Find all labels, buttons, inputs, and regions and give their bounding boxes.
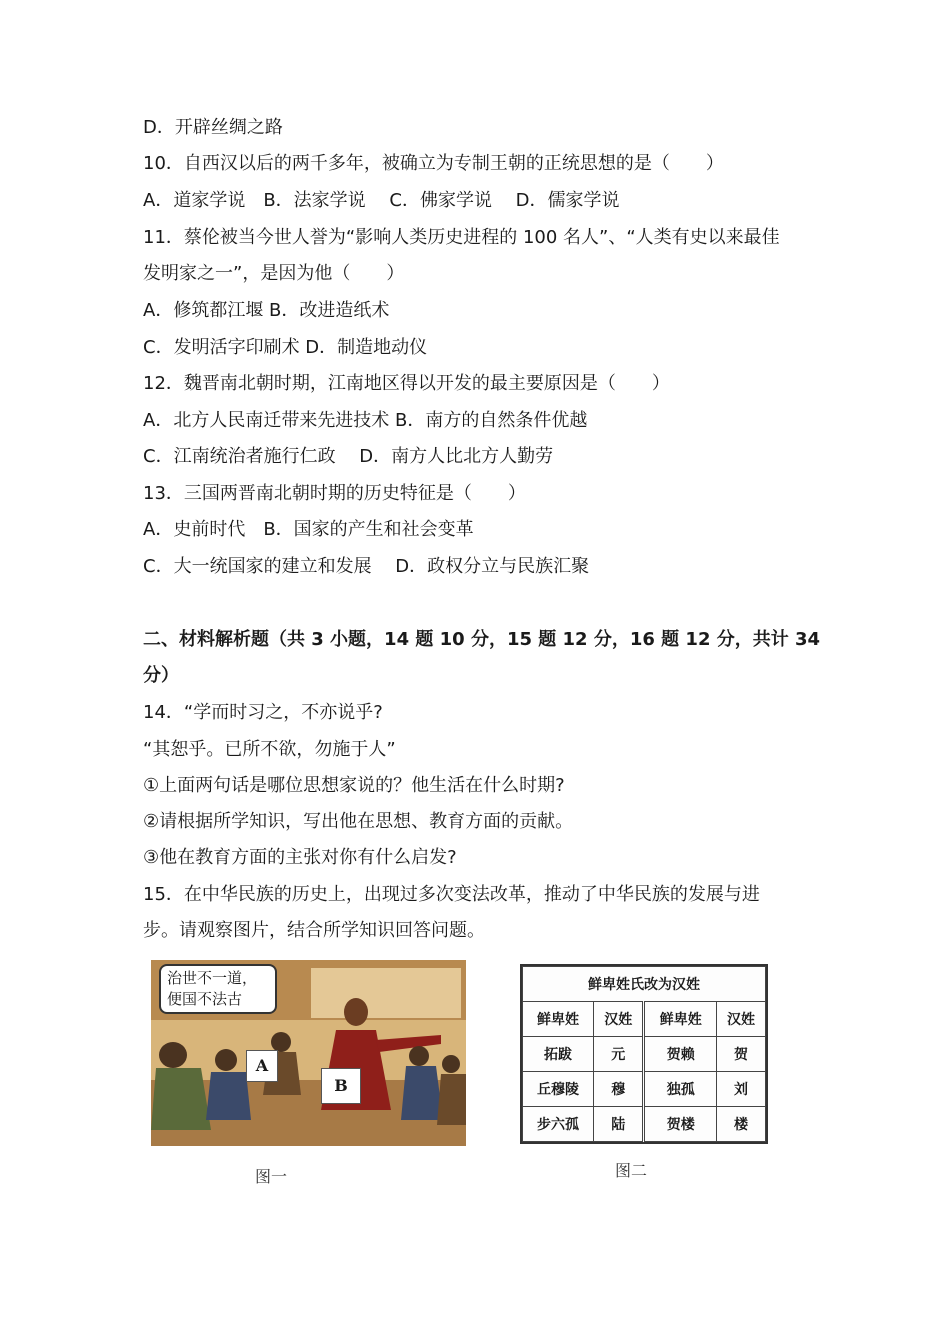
- question-11-line2: 发明家之一”，是因为他（ ）: [143, 263, 405, 284]
- question-15-line1: 15．在中华民族的历史上，出现过多次变法改革，推动了中华民族的发展与进: [143, 884, 760, 905]
- question-14-quote1: 14．“学而时习之，不亦说乎?: [143, 702, 383, 723]
- table-cell: 楼: [717, 1107, 766, 1142]
- figure2-table: [520, 964, 768, 1144]
- table-cell: 刘: [717, 1072, 766, 1107]
- question-12: 12．魏晋南北朝时期，江南地区得以开发的最主要原因是（ ）: [143, 373, 670, 394]
- question-14-sub1: ①上面两句话是哪位思想家说的？他生活在什么时期?: [143, 775, 565, 796]
- table-cell: 贺赖: [644, 1037, 717, 1072]
- option-d-q9: D．开辟丝绸之路: [143, 117, 283, 138]
- table-cell: 贺楼: [644, 1107, 717, 1142]
- table-cell: 步六孤: [523, 1107, 594, 1142]
- section2-heading-line2: 分）: [143, 665, 179, 686]
- figure2-caption: 图二: [615, 1161, 648, 1180]
- options-q11-cd: C．发明活字印刷术 D．制造地动仪: [143, 337, 428, 358]
- label-a: A: [246, 1050, 278, 1082]
- table-header-cell: 汉姓: [594, 1002, 644, 1037]
- table-title: 鲜卑姓氏改为汉姓: [523, 967, 766, 1002]
- table-cell: 丘穆陵: [523, 1072, 594, 1107]
- question-14-quote2: “其恕乎。已所不欲，勿施于人”: [143, 739, 396, 760]
- figure1-illustration: [151, 960, 466, 1146]
- table-row: [523, 1107, 766, 1142]
- speech-bubble: [159, 964, 277, 1014]
- table-row: [523, 1037, 766, 1072]
- question-14-sub3: ③他在教育方面的主张对你有什么启发?: [143, 847, 457, 868]
- bubble-line2: 便国不法古: [167, 990, 243, 1008]
- table-cell: 独孤: [644, 1072, 717, 1107]
- question-13: 13．三国两晋南北朝时期的历史特征是（ ）: [143, 483, 526, 504]
- options-q13-ab: A．史前时代 B．国家的产生和社会变革: [143, 519, 474, 540]
- table-cell: 拓跋: [523, 1037, 594, 1072]
- options-q13-cd: C．大一统国家的建立和发展 D．政权分立与民族汇聚: [143, 556, 590, 577]
- figure1-caption: 图一: [255, 1167, 288, 1186]
- table-header-cell: 汉姓: [717, 1002, 766, 1037]
- table-cell: 元: [594, 1037, 644, 1072]
- table-cell: 陆: [594, 1107, 644, 1142]
- options-q11-ab: A．修筑都江堰 B．改进造纸术: [143, 300, 390, 321]
- options-q12-ab: A．北方人民南迁带来先进技术 B．南方的自然条件优越: [143, 410, 588, 431]
- question-15-line2: 步。请观察图片，结合所学知识回答问题。: [143, 920, 485, 941]
- options-q12-cd: C．江南统治者施行仁政 D．南方人比北方人勤劳: [143, 446, 554, 467]
- table-row: [523, 1072, 766, 1107]
- question-14-sub2: ②请根据所学知识，写出他在思想、教育方面的贡献。: [143, 811, 574, 832]
- table-cell: 穆: [594, 1072, 644, 1107]
- table-header-cell: 鲜卑姓: [644, 1002, 717, 1037]
- section2-heading-line1: 二、材料解析题（共 3 小题，14 题 10 分，15 题 12 分，16 题 12 分，共计 34: [143, 629, 821, 650]
- question-10: 10．自西汉以后的两千多年，被确立为专制王朝的正统思想的是（ ）: [143, 153, 724, 174]
- question-11-line1: 11．蔡伦被当今世人誉为“影响人类历史进程的 100 名人”、“人类有史以来最佳: [143, 227, 780, 248]
- table-header-cell: 鲜卑姓: [523, 1002, 594, 1037]
- table-header-row: [523, 1002, 766, 1037]
- label-b: B: [321, 1068, 361, 1104]
- options-q10: A．道家学说 B．法家学说 C．佛家学说 D．儒家学说: [143, 190, 620, 211]
- table-cell: 贺: [717, 1037, 766, 1072]
- bubble-line1: 治世不一道，: [167, 969, 258, 987]
